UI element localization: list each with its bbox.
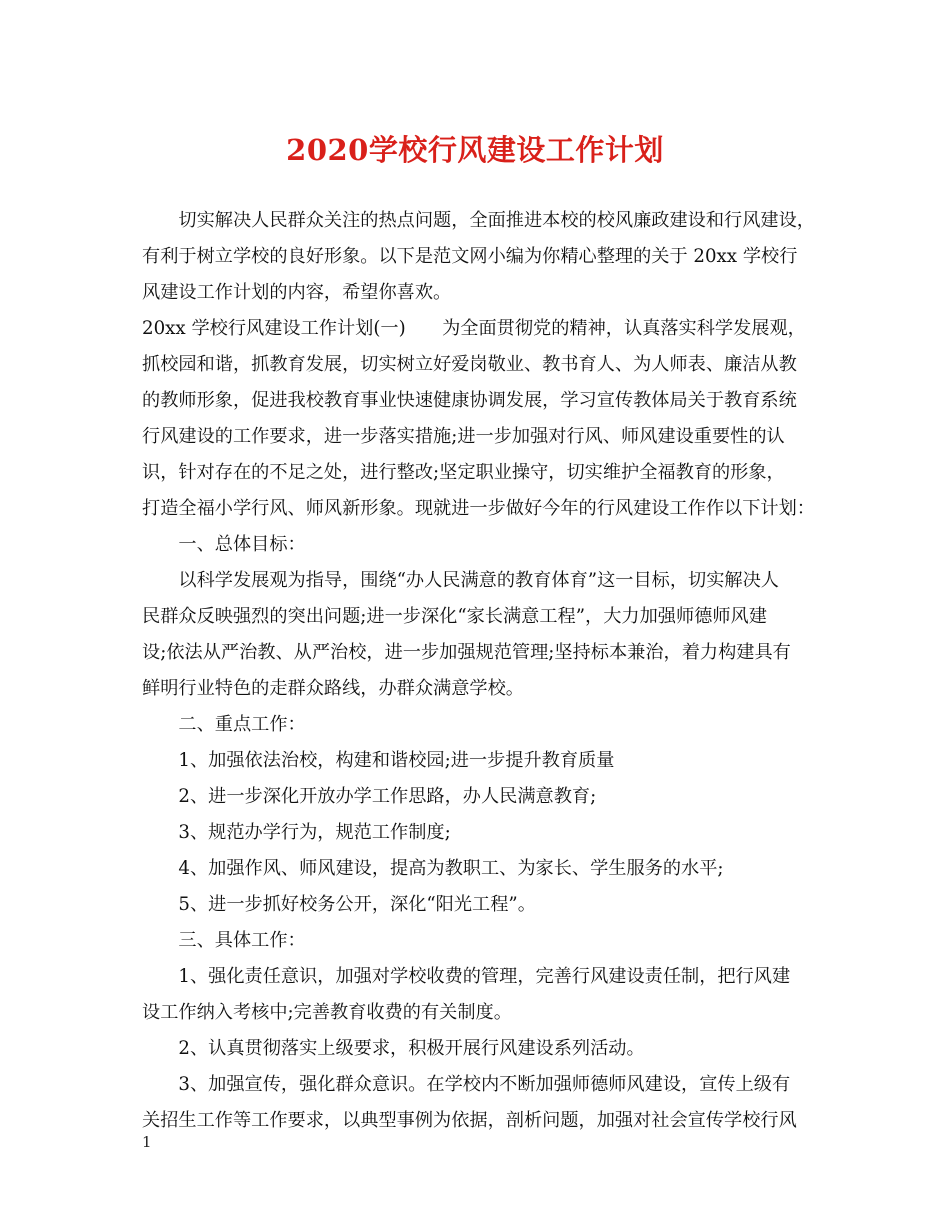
body-line: 识，针对存在的不足之处，进行整改;坚定职业操守，切实维护全福教育的形象， [142,462,785,483]
list-item: 1、加强依法治校，构建和谐校园;进一步提升教育质量 [142,750,615,771]
list-item: 5、进一步抓好校务公开，深化“阳光工程”。 [142,894,536,915]
list-item: 3、加强宣传，强化群众意识。在学校内不断加强师德师风建设，宣传上级有 [142,1074,791,1095]
list-item: 2、进一步深化开放办学工作思路，办人民满意教育; [142,786,597,807]
body-line: 的教师形象，促进我校教育事业快速健康协调发展，学习宣传教体局关于教育系统 [142,390,797,411]
body-line: 切实解决人民群众关注的热点问题，全面推进本校的校风廉政建设和行风建设， [142,210,815,231]
section-heading: 一、总体目标： [142,534,306,555]
body-line: 以科学发展观为指导，围绕“办人民满意的教育体育”这一目标，切实解决人 [142,570,779,591]
body-line: 有利于树立学校的良好形象。以下是范文网小编为你精心整理的关于 20xx 学校行 [142,246,798,267]
body-line: 民群众反映强烈的突出问题;进一步深化“家长满意工程”，大力加强师德师风建 [142,606,767,627]
body-line: 风建设工作计划的内容，希望你喜欢。 [142,282,452,303]
body-line: 设;依法从严治教、从严治校，进一步加强规范管理;坚持标本兼治，着力构建具有 [142,642,791,663]
list-item: 1、强化责任意识，加强对学校收费的管理，完善行风建设责任制，把行风建 [142,966,791,987]
body-line: 抓校园和谐，抓教育发展，切实树立好爱岗敬业、教书育人、为人师表、廉洁从教 [142,354,797,375]
body-line: 关招生工作等工作要求，以典型事例为依据，剖析问题，加强对社会宣传学校行风 [142,1110,797,1131]
body-line: 打造全福小学行风、师风新形象。现就进一步做好今年的行风建设工作作以下计划： [142,498,815,519]
body-line: 行风建设的工作要求，进一步落实措施;进一步加强对行风、师风建设重要性的认 [142,426,785,447]
list-item: 2、认真贯彻落实上级要求，积极开展行风建设系列活动。 [142,1038,645,1059]
body-line: 20xx 学校行风建设工作计划(一) 为全面贯彻党的精神，认真落实科学发展观， [142,318,806,339]
list-item: 4、加强作风、师风建设，提高为教职工、为家长、学生服务的水平; [142,858,724,879]
page-number: 1 [142,1133,152,1151]
section-heading: 二、重点工作： [142,714,306,735]
document-title: 2020学校行风建设工作计划 [286,133,664,167]
body-line: 鲜明行业特色的走群众路线，办群众满意学校。 [142,678,524,699]
section-heading: 三、具体工作： [142,930,306,951]
body-line: 设工作纳入考核中;完善教育收费的有关制度。 [142,1002,512,1023]
list-item: 3、规范办学行为，规范工作制度; [142,822,451,843]
